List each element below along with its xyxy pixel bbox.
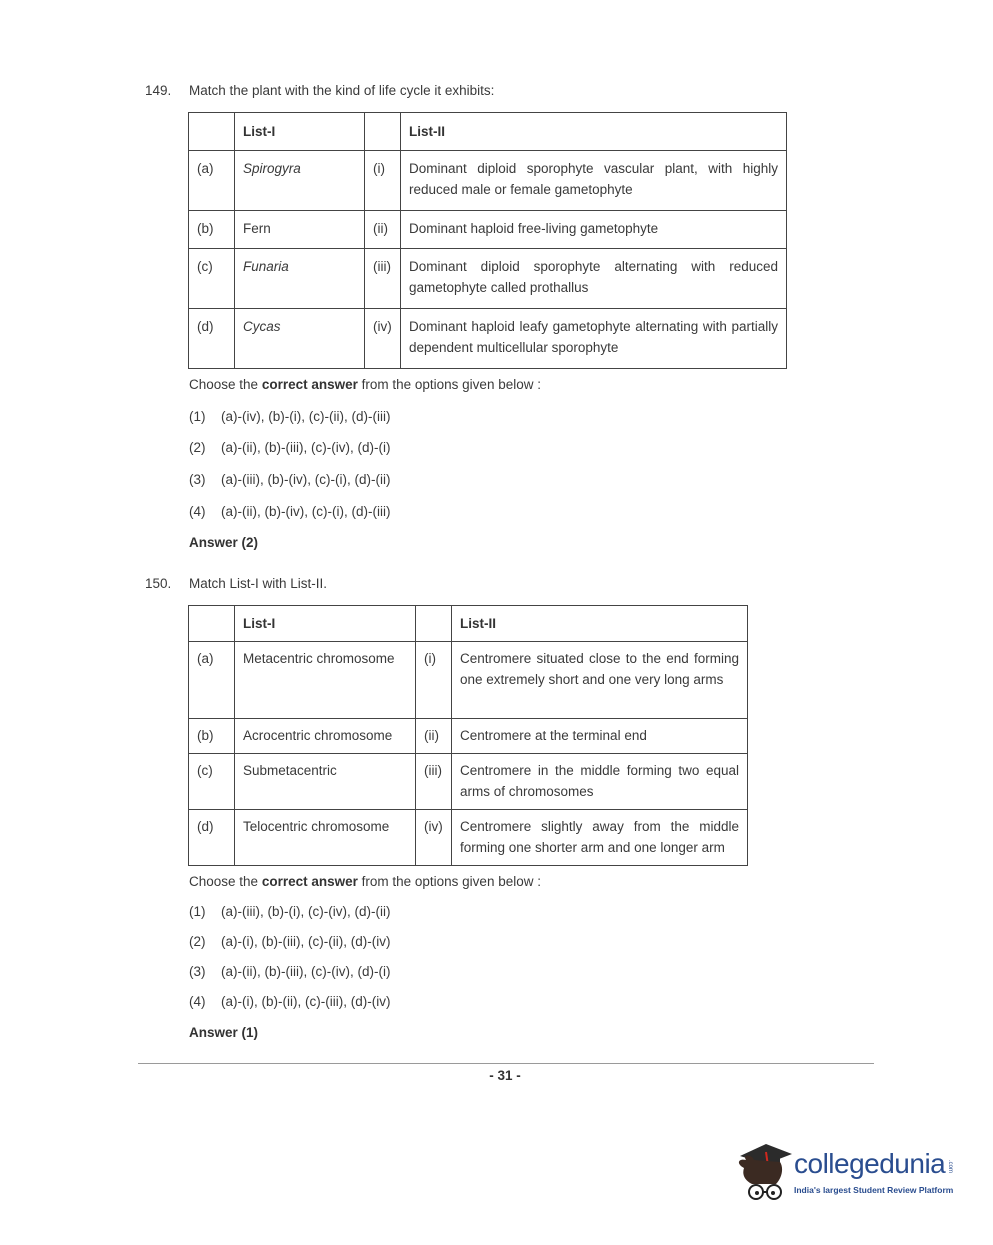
row-letter: (a) (189, 642, 235, 719)
row-description: Dominant diploid sporophyte vascular plant, with highly reduced male or female gametophyte (401, 151, 787, 211)
row-roman: (iii) (416, 754, 452, 810)
row-description: Centromere in the middle forming two equal arms of chromosomes (452, 754, 748, 810)
match-table-149 (188, 112, 787, 369)
answer-label: Answer (1) (189, 1025, 259, 1040)
answer-option: (2) (a)-(i), (b)-(iii), (c)-(ii), (d)-(iv) (189, 934, 391, 949)
row-letter: (d) (189, 309, 235, 369)
row-roman: (iii) (365, 249, 401, 309)
list-ii-header: List-II (401, 113, 787, 151)
table-row (189, 249, 787, 309)
answer-option: (4) (a)-(ii), (b)-(iv), (c)-(i), (d)-(iii) (189, 504, 391, 519)
row-roman: (i) (365, 151, 401, 211)
row-item: Funaria (235, 249, 365, 309)
list-ii-header: List-II (452, 606, 748, 642)
page-number: - 31 - (489, 1068, 521, 1083)
answer-option: (3) (a)-(ii), (b)-(iii), (c)-(iv), (d)-(i) (189, 964, 391, 979)
row-description: Dominant haploid free-living gametophyte (401, 211, 787, 249)
row-item: Submetacentric (235, 754, 416, 810)
row-letter: (b) (189, 211, 235, 249)
row-item: Spirogyra (235, 151, 365, 211)
question-number: 150. (145, 576, 172, 591)
row-item: Cycas (235, 309, 365, 369)
row-roman: (ii) (416, 719, 452, 754)
table-row (189, 309, 787, 369)
question-text: Match the plant with the kind of life cycle it exhibits: (189, 83, 495, 98)
list-i-header: List-I (235, 606, 416, 642)
collegedunia-logo (732, 1138, 962, 1208)
row-roman: (iv) (365, 309, 401, 369)
table-row (189, 642, 748, 719)
row-item: Acrocentric chromosome (235, 719, 416, 754)
row-item: Fern (235, 211, 365, 249)
answer-option: (2) (a)-(ii), (b)-(iii), (c)-(iv), (d)-(i) (189, 440, 391, 455)
table-row (189, 719, 748, 754)
table-header-row (189, 606, 748, 642)
choose-instruction: Choose the correct answer from the options given below : (189, 377, 541, 392)
table-row (189, 151, 787, 211)
table-row (189, 810, 748, 866)
logo-wordmark: collegedunia (794, 1148, 946, 1179)
row-letter: (a) (189, 151, 235, 211)
answer-option: (4) (a)-(i), (b)-(ii), (c)-(iii), (d)-(iv) (189, 994, 391, 1009)
question-text: Match List-I with List-II. (189, 576, 328, 591)
row-roman: (ii) (365, 211, 401, 249)
row-item: Telocentric chromosome (235, 810, 416, 866)
choose-instruction: Choose the correct answer from the options given below : (189, 874, 541, 889)
match-table-150 (188, 605, 748, 866)
row-description: Centromere situated close to the end forming one extremely short and one very long arms (452, 642, 748, 719)
answer-option: (3) (a)-(iii), (b)-(iv), (c)-(i), (d)-(ii) (189, 472, 391, 487)
row-letter: (b) (189, 719, 235, 754)
answer-label: Answer (2) (189, 535, 259, 550)
row-roman: (i) (416, 642, 452, 719)
row-letter: (c) (189, 754, 235, 810)
row-description: Centromere slightly away from the middle forming one shorter arm and one longer arm (452, 810, 748, 866)
answer-option: (1) (a)-(iv), (b)-(i), (c)-(ii), (d)-(iii) (189, 409, 391, 424)
table-row (189, 754, 748, 810)
list-i-header: List-I (235, 113, 365, 151)
footer-divider (138, 1063, 874, 1064)
table-header-row (189, 113, 787, 151)
row-item: Metacentric chromosome (235, 642, 416, 719)
row-description: Centromere at the terminal end (452, 719, 748, 754)
row-roman: (iv) (416, 810, 452, 866)
row-description: Dominant diploid sporophyte alternating with reduced gametophyte called prothallus (401, 249, 787, 309)
row-letter: (c) (189, 249, 235, 309)
mascot-icon (732, 1138, 794, 1208)
logo-tagline: India's largest Student Review Platform (794, 1185, 954, 1195)
row-letter: (d) (189, 810, 235, 866)
question-number: 149. (145, 83, 172, 98)
answer-option: (1) (a)-(iii), (b)-(i), (c)-(iv), (d)-(ii) (189, 904, 391, 919)
table-row (189, 211, 787, 249)
row-description: Dominant haploid leafy gametophyte alternating with partially dependent multicellular sporophyte (401, 309, 787, 369)
logo-dotcom: .com (947, 1160, 953, 1174)
